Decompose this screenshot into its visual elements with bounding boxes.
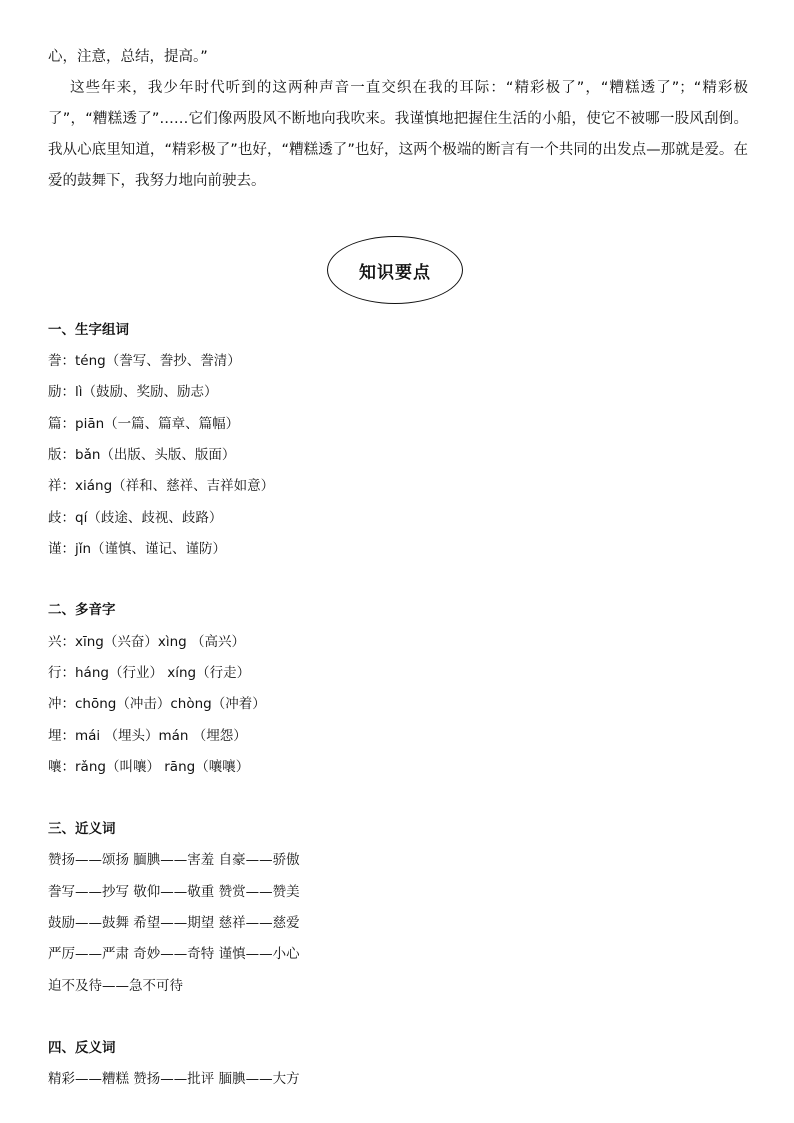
knowledge-title-oval (327, 236, 463, 304)
section-heading-1: 一、生字组词 (48, 322, 129, 338)
list-item: 兴：xīng（兴奋）xìng （高兴） (48, 634, 246, 650)
list-item: 鼓励——鼓舞 希望——期望 慈祥——慈爱 (48, 915, 300, 931)
list-item: 迫不及待——急不可待 (48, 978, 183, 994)
list-item: 谨：jǐn（谨慎、谨记、谨防） (48, 541, 227, 557)
section-heading-3: 三、近义词 (48, 821, 116, 837)
knowledge-title: 知识要点 (359, 262, 431, 283)
section-heading-4: 四、反义词 (48, 1040, 116, 1056)
list-item: 版：bǎn（出版、头版、版面） (48, 447, 236, 463)
list-item: 精彩——糟糕 赞扬——批评 腼腆——大方 (48, 1071, 300, 1087)
list-item: 赞扬——颂扬 腼腆——害羞 自豪——骄傲 (48, 852, 300, 868)
list-item: 誊：téng（誊写、誊抄、誊清） (48, 353, 241, 369)
list-item: 篇：piān（一篇、篇章、篇幅） (48, 416, 240, 432)
list-item: 嚷：rǎng（叫嚷） rāng（嚷嚷） (48, 759, 250, 775)
list-item: 行：háng（行业） xíng（行走） (48, 665, 251, 681)
list-item: 誊写——抄写 敬仰——敬重 赞赏——赞美 (48, 884, 300, 900)
list-item: 励：lì（鼓励、奖励、励志） (48, 384, 218, 400)
list-item: 祥：xiáng（祥和、慈祥、吉祥如意） (48, 478, 275, 494)
list-item: 冲：chōng（冲击）chòng（冲着） (48, 696, 266, 712)
intro-paragraph: 这些年来，我少年时代听到的这两种声音一直交织在我的耳际：“精彩极了”，“糟糕透了”；“精彩极了”，“糟糕透了”……它们像两股风不断地向我吹来。我谨慎地把握住生活的小船，使它不被哪一股风刮倒。我从心底里知道，“精彩极了”也好，“糟糕透了”也好，这两个极端的断言有一个共同的出发点—那就是爱。在爱的鼓舞下，我努力地向前驶去。 (48, 80, 748, 189)
section-heading-2: 二、多音字 (48, 602, 116, 618)
intro-line-0: 心，注意，总结，提高。” (48, 49, 208, 65)
list-item: 严厉——严肃 奇妙——奇特 谨慎——小心 (48, 946, 300, 962)
list-item: 歧：qí（歧途、歧视、歧路） (48, 510, 223, 526)
list-item: 埋：mái （埋头）mán （埋怨） (48, 728, 247, 744)
